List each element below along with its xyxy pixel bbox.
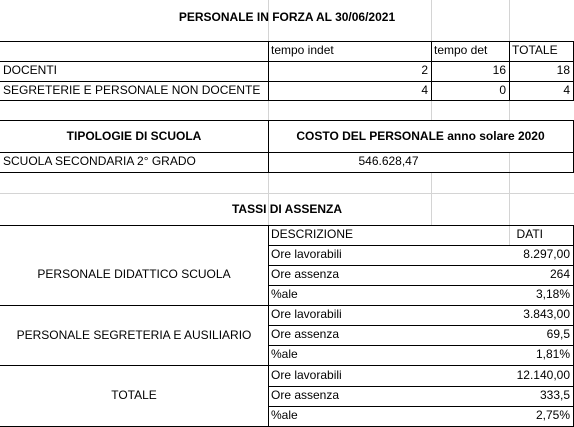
value-cell: 3,18% [535, 287, 570, 301]
cell-ata-indet: 4 [421, 83, 428, 97]
desc-cell: Ore lavorabili [271, 307, 342, 321]
desc-cell: Ore lavorabili [271, 368, 342, 382]
desc-cell: %ale [271, 287, 298, 301]
header-descrizione: DESCRIZIONE [271, 227, 354, 241]
desc-cell: %ale [271, 347, 298, 361]
scuola-label: SCUOLA SECONDARIA 2° GRADO [3, 154, 196, 168]
group-segreteria-label: PERSONALE SEGRETERIA E AUSILIARIO [16, 328, 252, 342]
value-cell: 8.297,00 [523, 247, 570, 261]
header-tempo-indet: tempo indet [271, 43, 334, 57]
row-ata-label: SEGRETERIE E PERSONALE NON DOCENTE [3, 83, 261, 97]
header-dati: DATI [516, 227, 543, 241]
row-docenti-label: DOCENTI [3, 63, 57, 77]
value-cell: 12.140,00 [516, 368, 570, 382]
group-didattico-label: PERSONALE DIDATTICO SCUOLA [37, 267, 231, 281]
value-cell: 3.843,00 [523, 307, 570, 321]
cell-docenti-indet: 2 [421, 63, 428, 77]
cell-ata-det: 0 [499, 83, 506, 97]
value-cell: 2,75% [535, 408, 570, 422]
header-totale: TOTALE [512, 43, 558, 57]
group-totale-label: TOTALE [111, 388, 157, 402]
desc-cell: %ale [271, 408, 298, 422]
forza-title: PERSONALE IN FORZA AL 30/06/2021 [178, 10, 396, 24]
desc-cell: Ore assenza [271, 388, 340, 402]
cell-docenti-det: 16 [492, 63, 506, 77]
value-cell: 69,5 [546, 327, 570, 341]
value-cell: 333,5 [539, 388, 570, 402]
costo-header: COSTO DEL PERSONALE anno solare 2020 [296, 129, 545, 143]
value-cell: 1,81% [535, 347, 570, 361]
desc-cell: Ore lavorabili [271, 247, 342, 261]
desc-cell: Ore assenza [271, 327, 340, 341]
costo-value: 546.628,47 [358, 154, 419, 168]
assenze-title: TASSI DI ASSENZA [231, 202, 342, 216]
desc-cell: Ore assenza [271, 267, 340, 281]
value-cell: 264 [549, 267, 570, 281]
cell-ata-tot: 4 [563, 83, 570, 97]
cell-docenti-tot: 18 [556, 63, 570, 77]
tipologie-header: TIPOLOGIE DI SCUOLA [66, 129, 202, 143]
header-tempo-det: tempo det [434, 43, 488, 57]
